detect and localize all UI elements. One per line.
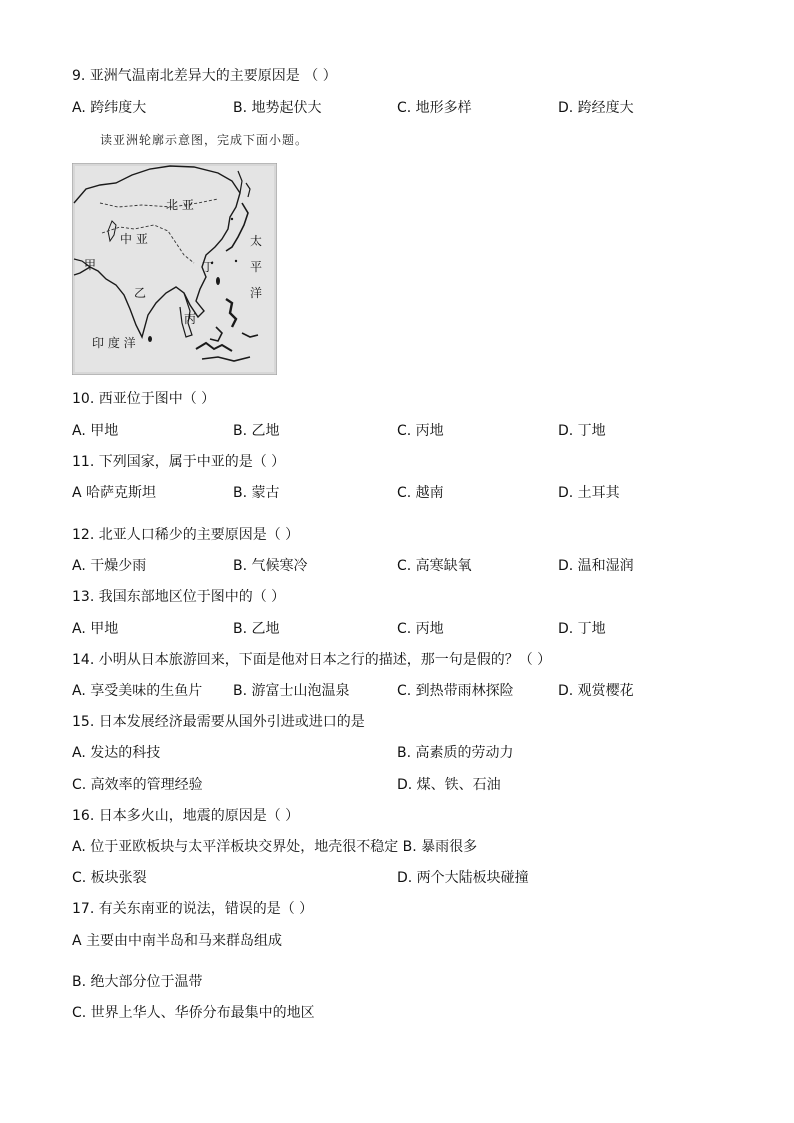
label-indian-ocean: 印 度 洋 [92, 336, 136, 350]
label-ding: 丁 [202, 260, 215, 274]
q14-option-a: A. 享受美味的生鱼片 [72, 683, 203, 699]
q9-option-b: B. 地势起伏大 [233, 100, 322, 116]
q11-option-c: C. 越南 [397, 485, 444, 501]
q14-option-d: D. 观赏樱花 [558, 683, 634, 699]
q12-option-a: A. 干燥少雨 [72, 558, 147, 574]
q10-option-d: D. 丁地 [558, 423, 606, 439]
label-pacific-2: 平 [250, 260, 263, 274]
question-10-stem: 10. 西亚位于图中（ ） [72, 391, 216, 407]
question-11-stem: 11. 下列国家，属于中亚的是（ ） [72, 454, 286, 470]
q13-option-b: B. 乙地 [233, 621, 280, 637]
question-13-stem: 13. 我国东部地区位于图中的（ ） [72, 589, 286, 605]
q13-option-c: C. 丙地 [397, 621, 444, 637]
q15-option-b: B. 高素质的劳动力 [397, 745, 514, 761]
q15-option-d: D. 煤、铁、石油 [397, 777, 501, 793]
question-9-stem: 9. 亚洲气温南北差异大的主要原因是 （ ） [72, 68, 337, 84]
q10-option-b: B. 乙地 [233, 423, 280, 439]
question-16-stem: 16. 日本多火山，地震的原因是（ ） [72, 808, 300, 824]
label-jia: 甲 [84, 258, 97, 272]
q10-option-a: A. 甲地 [72, 423, 119, 439]
q14-option-c: C. 到热带雨林探险 [397, 683, 514, 699]
q11-option-b: B. 蒙古 [233, 485, 280, 501]
q13-option-a: A. 甲地 [72, 621, 119, 637]
label-yi: 乙 [134, 286, 147, 300]
q9-option-c: C. 地形多样 [397, 100, 472, 116]
asia-outline-map [72, 163, 277, 375]
label-central-asia: 中 亚 [120, 232, 148, 246]
label-north-asia: 北 亚 [166, 198, 194, 212]
q14-option-b: B. 游富士山泡温泉 [233, 683, 350, 699]
question-17-stem: 17. 有关东南亚的说法，错误的是（ ） [72, 901, 314, 917]
q15-option-c: C. 高效率的管理经验 [72, 777, 203, 793]
map-instruction: 读亚洲轮廓示意图，完成下面小题。 [100, 133, 309, 147]
question-15-stem: 15. 日本发展经济最需要从国外引进或进口的是 [72, 714, 365, 730]
label-pacific-1: 太 [250, 234, 263, 248]
q17-option-b: B. 绝大部分位于温带 [72, 974, 203, 990]
q11-option-d: D. 土耳其 [558, 485, 620, 501]
q12-option-c: C. 高寒缺氧 [397, 558, 472, 574]
question-12-stem: 12. 北亚人口稀少的主要原因是（ ） [72, 527, 300, 543]
question-14-stem: 14. 小明从日本旅游回来，下面是他对日本之行的描述，那一句是假的？（ ） [72, 652, 552, 668]
q16-option-c: C. 板块张裂 [72, 870, 147, 886]
q12-option-b: B. 气候寒冷 [233, 558, 308, 574]
q17-option-c: C. 世界上华人、华侨分布最集中的地区 [72, 1005, 315, 1021]
q13-option-d: D. 丁地 [558, 621, 606, 637]
label-bing: 丙 [184, 312, 197, 326]
q17-option-a: A 主要由中南半岛和马来群岛组成 [72, 933, 283, 949]
q11-option-a: A 哈萨克斯坦 [72, 485, 157, 501]
q9-option-d: D. 跨经度大 [558, 100, 634, 116]
label-pacific-3: 洋 [250, 286, 263, 300]
q12-option-d: D. 温和湿润 [558, 558, 634, 574]
q16-option-d: D. 两个大陆板块碰撞 [397, 870, 529, 886]
q9-option-a: A. 跨纬度大 [72, 100, 147, 116]
q10-option-c: C. 丙地 [397, 423, 444, 439]
q16-option-a-b: A. 位于亚欧板块与太平洋板块交界处，地壳很不稳定 B. 暴雨很多 [72, 839, 478, 855]
q15-option-a: A. 发达的科技 [72, 745, 161, 761]
